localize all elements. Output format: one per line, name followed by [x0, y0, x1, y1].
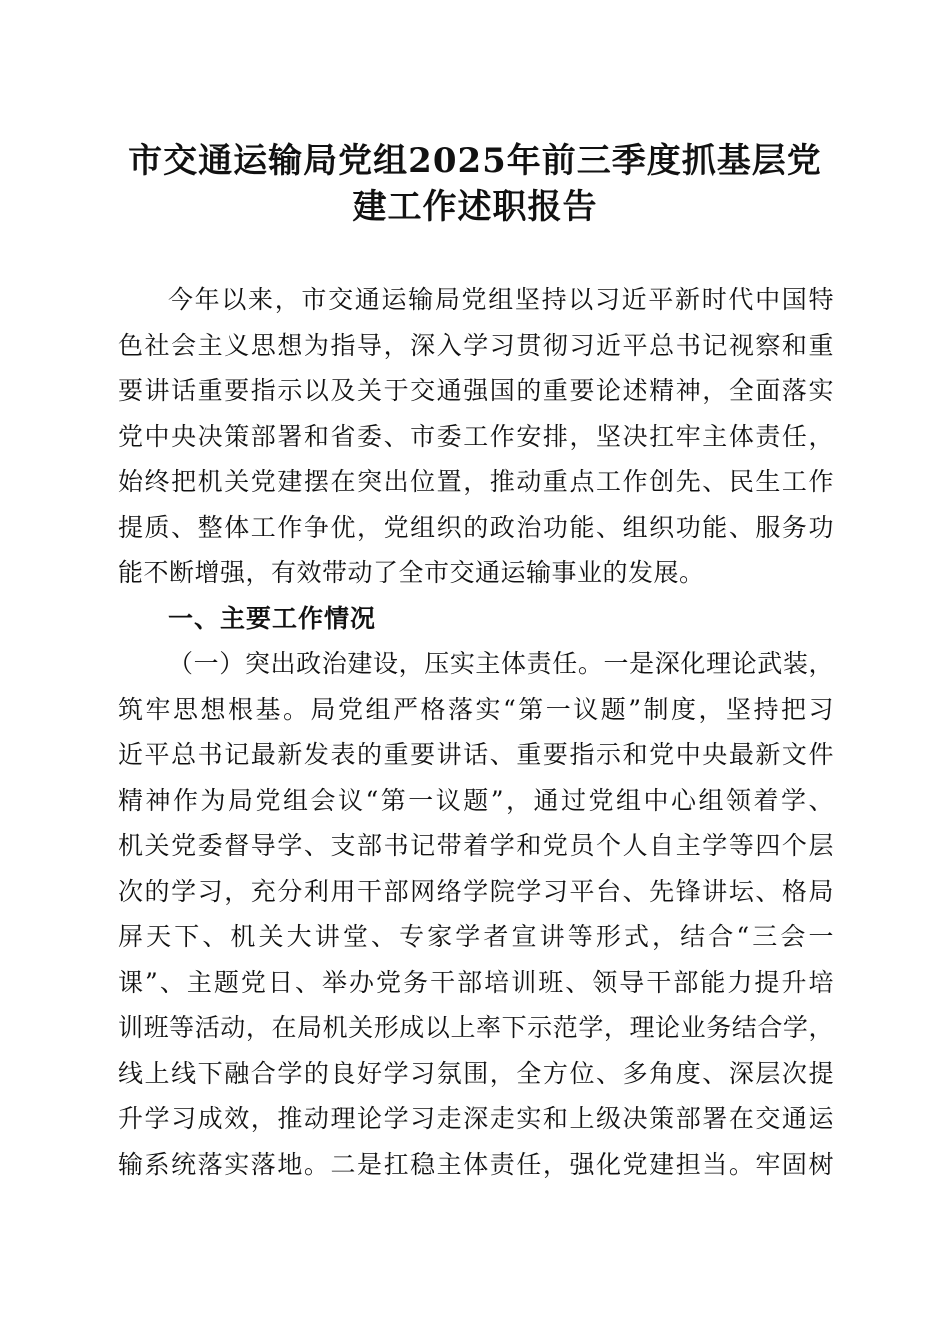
- section1-line-6: 次的学习，充分利用干部网络学院学习平台、先锋讲坛、格局: [118, 876, 834, 906]
- section1-line-8: 课”、主题党日、举办党务干部培训班、领导干部能力提升培: [118, 967, 834, 997]
- section1-line-7: 屏天下、机关大讲堂、专家学者宣讲等形式，结合“三会一: [118, 922, 834, 951]
- document-title: [110, 138, 840, 230]
- section1-line-3: 近平总书记最新发表的重要讲话、重要指示和党中央最新文件: [118, 740, 834, 769]
- section1-line-1: （一）突出政治建设，压实主体责任。一是深化理论武装，: [168, 649, 834, 678]
- title-line-2: 建工作述职报告: [352, 187, 598, 227]
- section1-line-12: 输系统落实落地。二是扛稳主体责任，强化党建担当。牢固树: [118, 1149, 834, 1179]
- section1-line-9: 训班等活动，在局机关形成以上率下示范学，理论业务结合学，: [118, 1013, 834, 1042]
- section1-line-2: 筑牢思想根基。局党组严格落实“第一议题”制度，坚持把习: [118, 694, 834, 724]
- intro-line-6: 提质、整体工作争优，党组织的政治功能、组织功能、服务功: [118, 512, 834, 542]
- document-body: [118, 277, 834, 1187]
- section1-line-10: 线上线下融合学的良好学习氛围，全方位、多角度、深层次提: [118, 1058, 834, 1088]
- intro-line-3: 要讲话重要指示以及关于交通强国的重要论述精神，全面落实: [118, 376, 834, 405]
- section-heading: 一、主要工作情况: [168, 603, 377, 633]
- intro-line-2: 色社会主义思想为指导，深入学习贯彻习近平总书记视察和重: [118, 330, 834, 360]
- title-line-1: 市交通运输局党组2025年前三季度抓基层党: [128, 141, 822, 181]
- intro-line-7: 能不断增强，有效带动了全市交通运输事业的发展。: [118, 558, 705, 587]
- intro-line-1: 今年以来，市交通运输局党组坚持以习近平新时代中国特: [168, 285, 834, 314]
- section1-line-4: 精神作为局党组会议“第一议题”，通过党组中心组领着学、: [118, 785, 834, 815]
- section1-line-5: 机关党委督导学、支部书记带着学和党员个人自主学等四个层: [118, 831, 834, 860]
- intro-line-4: 党中央决策部署和省委、市委工作安排，坚决扛牢主体责任，: [118, 421, 834, 451]
- section1-line-11: 升学习成效，推动理论学习走深走实和上级决策部署在交通运: [118, 1104, 834, 1133]
- intro-line-5: 始终把机关党建摆在突出位置，推动重点工作创先、民生工作: [118, 467, 834, 496]
